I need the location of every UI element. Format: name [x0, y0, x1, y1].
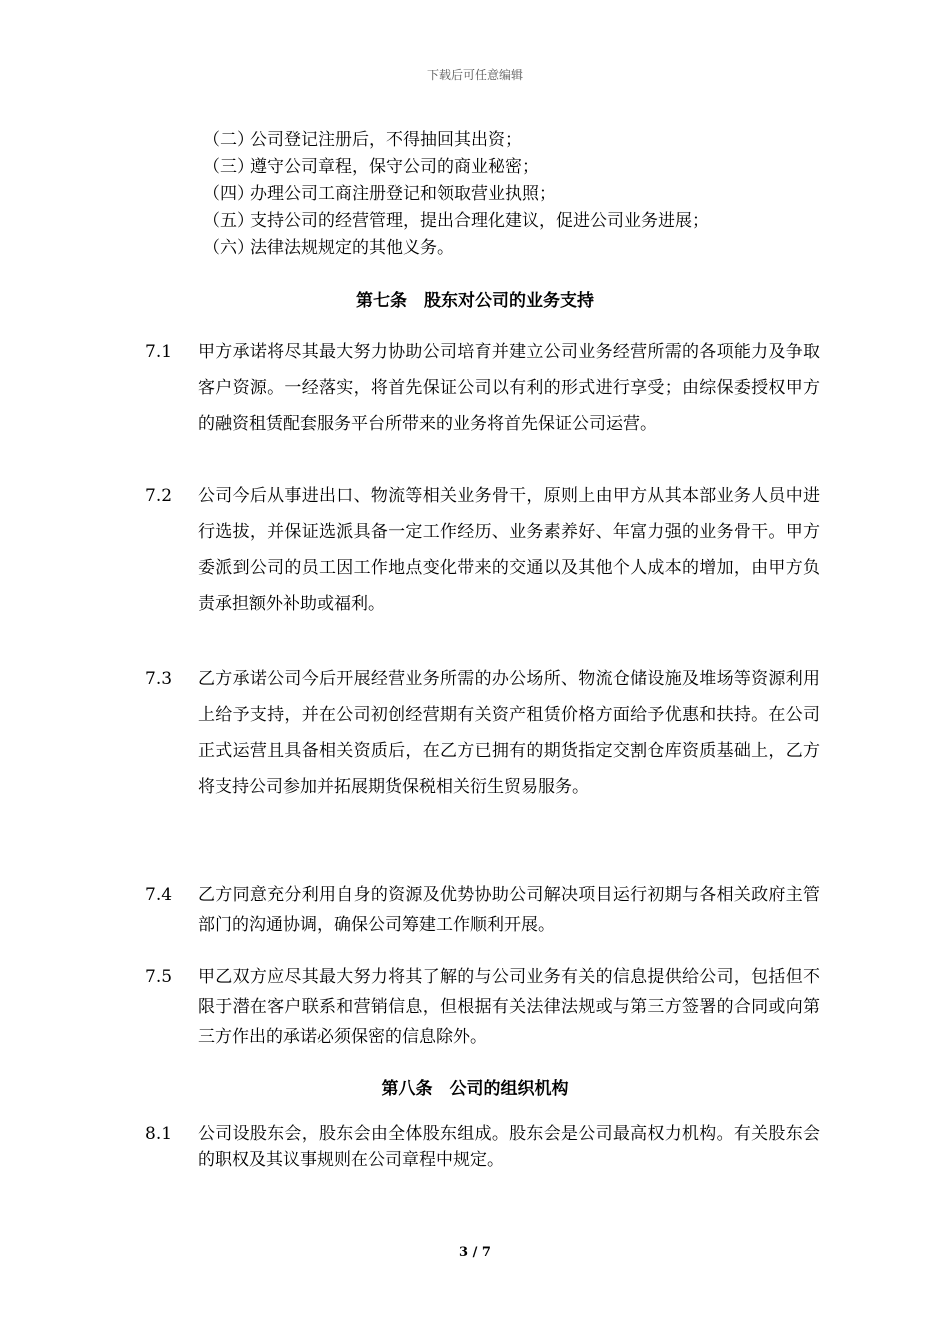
list-item-number: （四） [203, 184, 254, 204]
clause-number: 7.4 [145, 885, 173, 905]
list-item [203, 124, 843, 151]
page-number: 3 / 7 [459, 1245, 491, 1260]
list-item-text: 遵守公司章程，保守公司的商业秘密； [250, 157, 539, 177]
list-item-number: （二） [203, 130, 254, 150]
clause-text: 乙方承诺公司今后开展经营业务所需的办公场所、物流仓储设施及堆场等资源利用上给予支持，并在公司初创经营期有关资产租赁价格方面给予优惠和扶持。在公司正式运营且具备相关资质后，在乙方已拥有的期货指定交割仓库资质基础上，乙方将支持公司参加并拓展期货保税相关衍生贸易服务。 [198, 669, 820, 797]
clause-text: 甲方承诺将尽其最大努力协助公司培育并建立公司业务经营所需的各项能力及争取客户资源。一经落实，将首先保证公司以有利的形式进行享受；由综保委授权甲方的融资租赁配套服务平台所带来的业务将首先保证公司运营。 [198, 342, 820, 434]
clause-number: 7.2 [145, 486, 173, 506]
clause-8-1 [145, 1121, 820, 1173]
clause-number: 8.1 [145, 1124, 173, 1144]
list-item-text: 公司登记注册后，不得抽回其出资； [250, 130, 522, 150]
list-item [203, 151, 843, 178]
article-8-title: 第八条 公司的组织机构 [381, 1079, 569, 1099]
list-item-number: （六） [203, 238, 254, 258]
list-item-number: （三） [203, 157, 254, 177]
list-item-text: 法律法规规定的其他义务。 [250, 238, 454, 258]
clause-7-1 [145, 334, 820, 442]
clause-7-4 [145, 880, 820, 940]
list-item [203, 178, 843, 205]
clause-7-3 [145, 661, 820, 805]
clause-text: 公司今后从事进出口、物流等相关业务骨干，原则上由甲方从其本部业务人员中进行选拔，并保证选派具备一定工作经历、业务素养好、年富力强的业务骨干。甲方委派到公司的员工因工作地点变化带来的交通以及其他个人成本的增加，由甲方负责承担额外补助或福利。 [198, 486, 820, 614]
list-item [203, 205, 843, 232]
clause-7-2 [145, 478, 820, 622]
page-header: 下载后可任意编辑 [426, 68, 523, 82]
clause-number: 7.1 [145, 342, 173, 362]
clause-number: 7.5 [145, 967, 173, 987]
duties-list [203, 124, 843, 259]
clause-text: 公司设股东会，股东会由全体股东组成。股东会是公司最高权力机构。有关股东会的职权及其议事规则在公司章程中规定。 [198, 1124, 820, 1170]
list-item-text: 办理公司工商注册登记和领取营业执照； [250, 184, 556, 204]
clause-text: 甲乙双方应尽其最大努力将其了解的与公司业务有关的信息提供给公司，包括但不限于潜在客户联系和营销信息，但根据有关法律法规或与第三方签署的合同或向第三方作出的承诺必须保密的信息除外。 [198, 967, 820, 1047]
clause-7-5 [145, 962, 820, 1052]
list-item-text: 支持公司的经营管理，提出合理化建议，促进公司业务进展； [250, 211, 709, 231]
article-7-title: 第七条 股东对公司的业务支持 [356, 291, 594, 311]
list-item-number: （五） [203, 211, 254, 231]
list-item [203, 232, 843, 259]
clause-number: 7.3 [145, 669, 173, 689]
clause-text: 乙方同意充分利用自身的资源及优势协助公司解决项目运行初期与各相关政府主管部门的沟通协调，确保公司筹建工作顺利开展。 [198, 885, 820, 935]
